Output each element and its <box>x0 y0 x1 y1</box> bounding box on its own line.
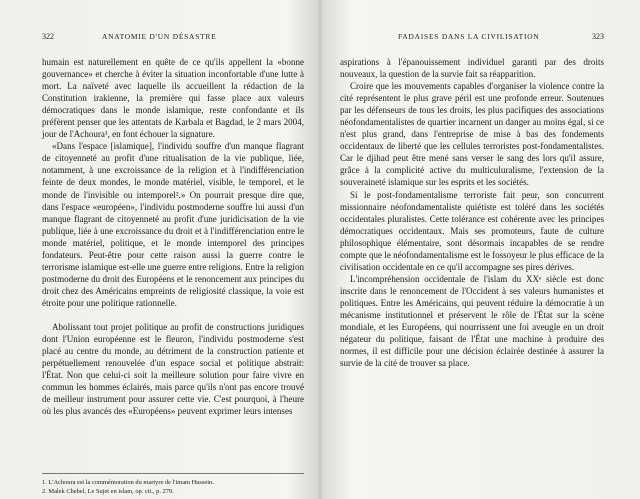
right-page <box>340 32 604 369</box>
paragraph: Si le post-fondamentalisme terroriste fait peur, son concurrent missionnaire néofondamentaliste quiétiste est toléré dans les sociétés occidentales pluralistes. Cette tolérance est cohérente avec les principes démocratiques occidentaux. Mais ses promoteurs, faute de culture philosophique élémentaire, sont désormais incapables de se rendre compte que le néofondamentalisme est le fossoyeur le plus efficace de la civilisation occidentale en ce qu'il accompagne ses pires dérives. <box>340 189 604 272</box>
page-number-right: 323 <box>592 32 604 41</box>
paragraph: «Dans l'espace [islamique], l'individu souffre d'un manque flagrant de citoyenneté au profit d'une ritualisation de la vie publique, liée, notamment, à une excroissance de la religion et à l'indifférenciation feinte de deux mondes, le monde matériel, visible, le temporel, et le monde de l'invisible ou intemporel².» On pourrait presque dire que, dans l'espace «européen», l'individu postmoderne souffre lui aussi d'un manque flagrant de citoyenneté au profit d'une juridicisation de la vie publique, liée à une excroissance du droit et à l'indifférenciation entre le monde matériel, politique, et le monde intemporel des principes fondateurs. Peut-être pour cette raison aussi la guerre contre le terrorisme islamique est-elle une guerre entre religions. Entre la religion postmoderne du droit des Européens et le renoncement aux principes du droit chez des Américains empreints de religiosité classique, la voie est étroite pour une politique rationnelle. <box>42 141 304 308</box>
footnotes <box>42 473 304 496</box>
running-title-left: ANATOMIE D'UN DÉSASTRE <box>102 32 217 41</box>
running-head-right <box>340 32 604 44</box>
running-title-right: FADAISES DANS LA CIVILISATION <box>398 32 540 41</box>
paragraph: Croire que les mouvements capables d'organiser la violence contre la cité représentent le plus grave péril est une profonde erreur. Soutenues par les défenseurs de tous les droits, les plus pacifiques des associations néofondamentalistes de quartier incarnent un danger au moins égal, si ce n'est plus grand, dans l'entreprise de mise à bas des fondements occidentaux de liberté que les cellules terroristes post-fondamentalistes. Car le djihad peut être mené sans verser le sang des lors qu'il assure, grâce à la complicité active du multiculuralisme, l'extension de la souveraineté islamique sur les esprits et les sociétés. <box>340 81 604 188</box>
running-head-left <box>42 32 304 44</box>
page-number-left: 322 <box>42 32 54 41</box>
left-page <box>42 32 304 495</box>
paragraph: humain est naturellement en quête de ce qu'ils appellent la «bonne gouvernance» et cherche à éviter la situation inconfortable d'une lutte à mort. La naïveté avec laquelle ils accueillent la rédaction de la Constitution irakienne, la première qui fasse place aux valeurs démocratiques dans le monde islamique, reste confondante et ils préfèrent penser que les attentats de Karbala et Bagdad, le 2 mars 2004, jour de l'Achoura¹, en font échouer la signature. <box>42 57 304 140</box>
footnote: 1. L'Achoura est la commémoration du martyre de l'imam Hussein. <box>42 479 214 486</box>
paragraph: L'incompréhension occidentale de l'islam du XXᵉ siècle est donc inscrite dans le renoncement de l'Occident à ses valeurs humanistes et politiques. Entre les Américains, qui peuvent réduire la démocratie à un mécanisme institutionnel et préservent le rôle de l'État sur la scène mondiale, et les Européens, qui nourrissent une foi aveugle en un droit négateur du politique, faisant de l'État une machine à produire des normes, il est difficile pour une décision éclairée destinée à assurer la survie de la cité de trouver sa place. <box>340 273 604 369</box>
paragraph: aspirations à l'épanouissement individuel garanti par des droits nouveaux, la question de la survie fait sa réapparition. <box>340 57 604 80</box>
footnote: 2. Malek Chebel, Le Sujet en islam, op. cit., p. 279. <box>42 488 174 495</box>
left-body-text <box>42 56 304 417</box>
right-body-text <box>340 56 604 369</box>
paragraph: Abolissant tout projet politique au profit de constructions juridiques dont l'Union européenne est le fleuron, l'individu postmoderne s'est placé au centre du monde, au détriment de la construction patiente et perpétuellement renouvelée d'un espace social et politique abstrait: l'État. Non que celui-ci soit la meilleure solution pour faire vivre en commun les hommes éclairés, mais parce qu'ils n'ont pas encore trouvé de meilleur instrument pour assurer cette vie. C'est pourquoi, à l'heure où les plus avancés des «Européens» peuvent exprimer leurs intenses <box>42 321 304 417</box>
